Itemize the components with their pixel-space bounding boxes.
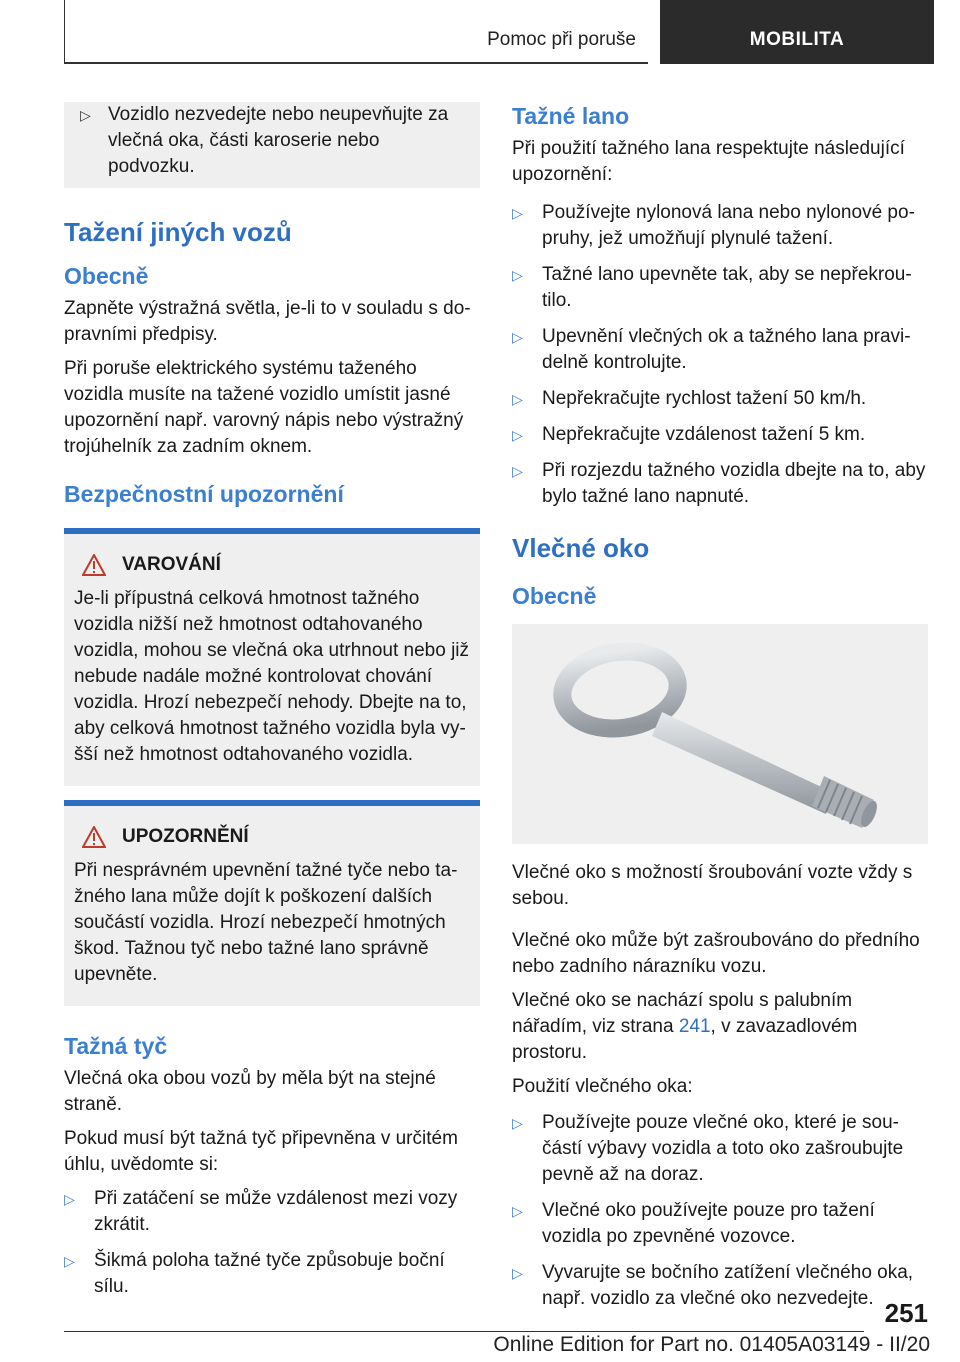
list-item — [512, 422, 928, 448]
heading-towing-eye: Vlečné oko — [512, 533, 650, 563]
heading-towing-other-vehicles: Tažení jiných vozů — [64, 217, 292, 247]
bullet-text: Při zatáčení se může vzdálenost mezi vozy zkrátit. — [94, 1188, 458, 1235]
list-item — [512, 458, 928, 510]
triangle-bullet-icon: ▷ — [80, 107, 91, 123]
triangle-bullet-icon: ▷ — [64, 1191, 75, 1207]
bullet-text: Vlečné oko používejte pouze pro tažení vozidla po zpevněné vozovce. — [542, 1200, 875, 1247]
triangle-bullet-icon: ▷ — [512, 463, 523, 479]
list-item — [512, 1110, 928, 1188]
page-header — [64, 0, 934, 64]
bullet-text: Používejte pouze vlečné oko, které je součástí výbavy vozidla a toto oko zašroubujte pevně až na doraz. — [542, 1112, 904, 1185]
warning-title-text: VAROVÁNÍ — [122, 554, 221, 575]
list-item — [512, 324, 928, 376]
triangle-bullet-icon: ▷ — [512, 205, 523, 221]
notice-text: Při nesprávném upevnění tažné tyče nebo tažného lana může dojít k poškození dalších součástí vozidla. Hrozí nebezpečí hmotných škod. Tažnou tyč nebo tažné lano správně upevněte. — [74, 860, 458, 985]
bullet-text: Tažné lano upevněte tak, aby se nepřekroutilo. — [542, 264, 912, 311]
triangle-bullet-icon: ▷ — [512, 391, 523, 407]
list-item — [512, 1260, 928, 1312]
bullet-text: Šikmá poloha tažné tyče způsobuje boční sílu. — [94, 1250, 445, 1297]
notice-title-text: UPOZORNĚNÍ — [122, 826, 249, 847]
paragraph: Použití vlečného oka: — [512, 1076, 693, 1097]
tow-bar-bullet-list — [64, 1186, 480, 1300]
list-item — [512, 1198, 928, 1250]
heading-tow-rope: Tažné lano — [512, 103, 630, 129]
triangle-bullet-icon: ▷ — [512, 427, 523, 443]
triangle-bullet-icon: ▷ — [64, 1253, 75, 1269]
list-item — [512, 262, 928, 314]
bullet-text: Při rozjezdu tažného vozidla dbejte na to, aby bylo tažné lano napnuté. — [542, 460, 926, 507]
bullet-text: Nepřekračujte rychlost tažení 50 km/h. — [542, 388, 867, 409]
warning-triangle-icon — [82, 826, 106, 848]
tow-rope-bullet-list — [512, 200, 928, 510]
list-item — [74, 102, 470, 180]
footer-edition-text: Online Edition for Part no. 01405A03149 - II/20 — [493, 1333, 930, 1356]
continued-bullet-list — [74, 102, 470, 180]
bullet-text: Vyvarujte se bočního zatížení vlečného oka, např. vozidlo za vlečné oko nezvedejte. — [542, 1262, 914, 1309]
paragraph: Vlečná oka obou vozů by měla být na stejné straně. — [64, 1068, 436, 1115]
heading-tow-bar: Tažná tyč — [64, 1033, 168, 1059]
list-item — [512, 200, 928, 252]
towing-eye-bullet-list — [512, 1110, 928, 1312]
triangle-bullet-icon: ▷ — [512, 1203, 523, 1219]
triangle-bullet-icon: ▷ — [512, 267, 523, 283]
paragraph: Při použití tažného lana respektujte následující upozornění: — [512, 138, 905, 185]
paragraph-text: Vlečné oko se nachází spolu s palubním nářadím, viz strana — [512, 990, 853, 1037]
triangle-bullet-icon: ▷ — [512, 1115, 523, 1131]
paragraph — [512, 988, 928, 1066]
paragraph-text: , v zavazadlovém prostoru. — [512, 1016, 858, 1063]
triangle-bullet-icon: ▷ — [512, 329, 523, 345]
page-number: 251 — [884, 1298, 928, 1328]
left-column — [64, 102, 480, 1310]
towing-eye-image — [512, 624, 928, 844]
towing-eye-illustration-icon — [512, 624, 928, 844]
paragraph: Vlečné oko může být zašroubováno do předního nebo zadního nárazníku vozu. — [512, 930, 920, 977]
bullet-text: Vozidlo nezvedejte nebo neupevňujte za vlečná oka, části karoserie nebo podvozku. — [108, 104, 449, 177]
warning-box — [64, 528, 480, 786]
list-item — [512, 386, 928, 412]
warning-title — [74, 554, 470, 576]
right-column — [512, 102, 928, 1322]
bullet-text: Nepřekračujte vzdálenost tažení 5 km. — [542, 424, 866, 445]
notice-title — [74, 826, 470, 848]
list-item — [64, 1248, 480, 1300]
warning-triangle-icon — [82, 554, 106, 576]
continued-notice-box — [64, 102, 480, 188]
notice-box — [64, 800, 480, 1006]
heading-safety-notes: Bezpečnostní upozornění — [64, 481, 344, 507]
bullet-text: Používejte nylonová lana nebo nylonové popruhy, jež umožňují plynulé tažení. — [542, 202, 915, 249]
footer-rule — [64, 1331, 864, 1332]
page-reference-link[interactable]: 241 — [678, 1016, 711, 1037]
bullet-text: Upevnění vlečných ok a tažného lana pravidelně kontrolujte. — [542, 326, 911, 373]
header-section-title: Pomoc při poruše — [487, 29, 636, 50]
heading-general: Obecně — [512, 583, 597, 609]
triangle-bullet-icon: ▷ — [512, 1265, 523, 1281]
paragraph: Zapněte výstražná světla, je-li to v souladu s dopravními předpisy. — [64, 298, 471, 345]
paragraph: Vlečné oko s možností šroubování vozte vždy s sebou. — [512, 862, 913, 909]
warning-text: Je-li přípustná celková hmotnost tažného vozidla nižší než hmotnost odtahovaného vozidla, mohou se vlečná oka utrhnout nebo již nebude nadále možné kontrolovat chování vozidla. Hrozí nebezpečí nehody. Dbejte na to, aby celková hmotnost tažného vozidla byla vyšší než hmotnost odtahovaného vozidla. — [74, 588, 470, 765]
header-chapter-tab: MOBILITA — [660, 0, 934, 64]
heading-general: Obecně — [64, 263, 149, 289]
paragraph: Pokud musí být tažná tyč připevněna v určitém úhlu, uvědomte si: — [64, 1128, 458, 1175]
list-item — [64, 1186, 480, 1238]
paragraph: Při poruše elektrického systému taženého vozidla musíte na tažené vozidlo umístit jasné upozornění např. varovný nápis nebo výstražný trojúhelník za zadním oknem. — [64, 358, 464, 457]
